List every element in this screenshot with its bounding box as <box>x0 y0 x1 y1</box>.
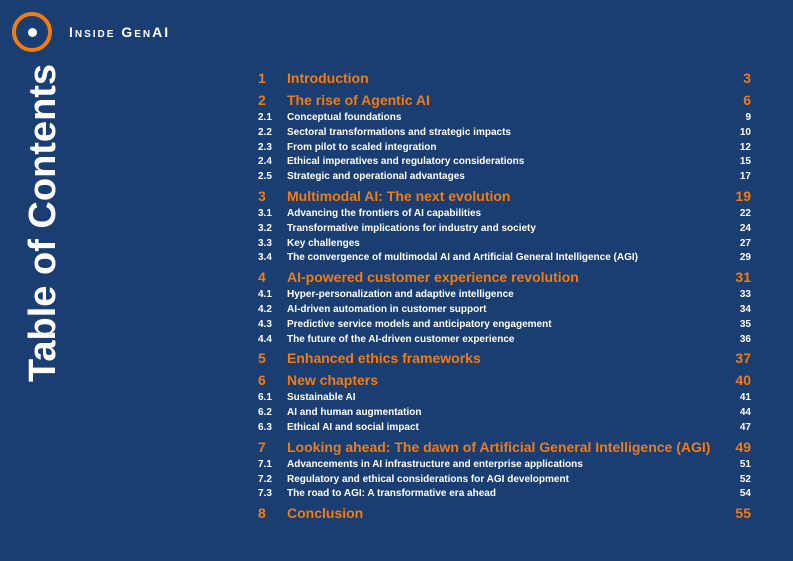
toc-page-number: 36 <box>739 333 751 345</box>
toc-number: 7.1 <box>258 458 272 470</box>
toc-number: 5 <box>258 350 266 367</box>
logo-dot-icon <box>28 28 37 37</box>
toc-title: Predictive service models and anticipatory engagement <box>287 318 552 330</box>
toc-number: 2 <box>258 92 266 108</box>
toc-title: Advancing the frontiers of AI capabilities <box>287 207 482 219</box>
toc-number: 7.2 <box>258 473 272 485</box>
toc-number: 3.1 <box>258 207 272 219</box>
toc-title: AI and human augmentation <box>287 407 422 419</box>
toc-title: The road to AGI: A transformative era ahead <box>287 488 496 500</box>
toc-title: The rise of Agentic AI <box>287 92 430 108</box>
toc-section-row[interactable] <box>258 333 751 348</box>
toc-section-row[interactable] <box>258 126 751 141</box>
toc-section-row[interactable] <box>258 237 751 252</box>
toc-page-number: 49 <box>735 438 751 455</box>
toc-section-row[interactable] <box>258 391 751 406</box>
toc-chapter-row[interactable] <box>258 347 751 369</box>
toc-number: 3 <box>258 187 266 204</box>
toc-title: New chapters <box>287 372 379 389</box>
toc-number: 7 <box>258 438 266 455</box>
toc-section-row[interactable] <box>258 473 751 488</box>
toc-number: 6 <box>258 372 266 389</box>
toc-title: The future of the AI-driven customer experience <box>287 333 515 345</box>
toc-page-number: 54 <box>739 488 751 500</box>
toc-number: 2.4 <box>258 156 272 168</box>
toc-number: 3.4 <box>258 252 272 264</box>
toc-page-number: 29 <box>739 252 751 264</box>
toc-title: Looking ahead: The dawn of Artificial General Intelligence (AGI) <box>287 438 711 455</box>
toc-page-number: 10 <box>739 126 751 138</box>
toc-section-row[interactable] <box>258 406 751 421</box>
toc-number: 4 <box>258 269 266 286</box>
toc-section-row[interactable] <box>258 421 751 436</box>
toc-page-number: 12 <box>739 141 751 153</box>
toc-page-number: 3 <box>743 70 751 86</box>
toc-number: 4.4 <box>258 333 272 345</box>
toc-title: Ethical imperatives and regulatory considerations <box>287 156 525 168</box>
toc-page-number: 34 <box>739 303 751 315</box>
toc-page-number: 6 <box>743 92 751 108</box>
toc-number: 1 <box>258 70 266 86</box>
toc-title: From pilot to scaled integration <box>287 141 437 153</box>
toc-chapter-row[interactable] <box>258 266 751 288</box>
toc-number: 3.3 <box>258 237 272 249</box>
toc-number: 4.1 <box>258 289 272 301</box>
toc-section-row[interactable] <box>258 141 751 156</box>
toc-page-number: 24 <box>739 222 751 234</box>
toc-section-row[interactable] <box>258 111 751 126</box>
toc-number: 2.5 <box>258 171 272 183</box>
toc-title: AI-powered customer experience revolution <box>287 269 579 286</box>
page-title: Table of Contents <box>22 63 64 382</box>
toc-chapter-row[interactable] <box>258 369 751 391</box>
toc-page-number: 41 <box>739 392 751 404</box>
toc-title: Conceptual foundations <box>287 112 402 123</box>
toc-page-number: 31 <box>735 269 751 286</box>
toc-section-row[interactable] <box>258 318 751 333</box>
toc-title: The convergence of multimodal AI and Artificial General Intelligence (AGI) <box>287 252 638 264</box>
toc-section-row[interactable] <box>258 170 751 185</box>
toc-title: Sectoral transformations and strategic impacts <box>287 126 511 138</box>
toc-section-row[interactable] <box>258 207 751 222</box>
toc-title: Transformative implications for industry and society <box>287 222 536 234</box>
toc-section-row[interactable] <box>258 487 751 502</box>
toc-section-row[interactable] <box>258 288 751 303</box>
toc-title: Regulatory and ethical considerations for AGI development <box>287 473 569 485</box>
toc-page-number: 35 <box>739 318 751 330</box>
toc-title: Enhanced ethics frameworks <box>287 350 481 367</box>
toc-page-number: 37 <box>735 350 751 367</box>
toc-number: 7.3 <box>258 488 272 500</box>
toc-page-number: 44 <box>739 407 751 419</box>
toc-section-row[interactable] <box>258 251 751 266</box>
toc-number: 4.2 <box>258 303 272 315</box>
toc-chapter-row[interactable] <box>258 185 751 207</box>
logo-ring-icon <box>12 12 52 52</box>
toc-title: Multimodal AI: The next evolution <box>287 187 511 204</box>
toc-page-number: 22 <box>739 207 751 219</box>
toc-title: Key challenges <box>287 237 360 249</box>
toc-page-number: 51 <box>739 458 751 470</box>
toc-number: 3.2 <box>258 222 272 234</box>
toc-number: 8 <box>258 505 266 522</box>
toc-chapter-row[interactable] <box>258 67 751 89</box>
table-of-contents <box>258 67 751 524</box>
toc-number: 2.3 <box>258 141 272 153</box>
toc-section-row[interactable] <box>258 155 751 170</box>
toc-chapter-row[interactable] <box>258 436 751 458</box>
toc-section-row[interactable] <box>258 303 751 318</box>
toc-page-number: 19 <box>735 187 751 204</box>
toc-number: 2.2 <box>258 126 272 138</box>
toc-page-number: 55 <box>735 505 751 522</box>
toc-number: 6.1 <box>258 392 272 404</box>
toc-title: Hyper-personalization and adaptive intelligence <box>287 289 514 301</box>
toc-page-number: 9 <box>745 112 751 123</box>
toc-number: 4.3 <box>258 318 272 330</box>
toc-page-number: 40 <box>735 372 751 389</box>
toc-chapter-row[interactable] <box>258 89 751 111</box>
toc-page-number: 17 <box>739 171 751 183</box>
toc-page-number: 33 <box>739 289 751 301</box>
toc-section-row[interactable] <box>258 458 751 473</box>
toc-page-number: 47 <box>739 421 751 433</box>
toc-title: Strategic and operational advantages <box>287 171 465 183</box>
toc-number: 6.3 <box>258 421 272 433</box>
toc-number: 6.2 <box>258 407 272 419</box>
toc-title: Conclusion <box>287 505 364 522</box>
brand-title: Inside GenAI <box>69 24 171 40</box>
toc-section-row[interactable] <box>258 222 751 237</box>
toc-page-number: 52 <box>739 473 751 485</box>
toc-title: Ethical AI and social impact <box>287 421 419 433</box>
toc-title: Introduction <box>287 70 369 86</box>
toc-number: 2.1 <box>258 112 272 123</box>
toc-title: Advancements in AI infrastructure and enterprise applications <box>287 458 583 470</box>
toc-title: Sustainable AI <box>287 392 356 404</box>
toc-chapter-row[interactable] <box>258 502 751 524</box>
toc-title: AI-driven automation in customer support <box>287 303 487 315</box>
toc-page-number: 15 <box>739 156 751 168</box>
toc-page-number: 27 <box>739 237 751 249</box>
